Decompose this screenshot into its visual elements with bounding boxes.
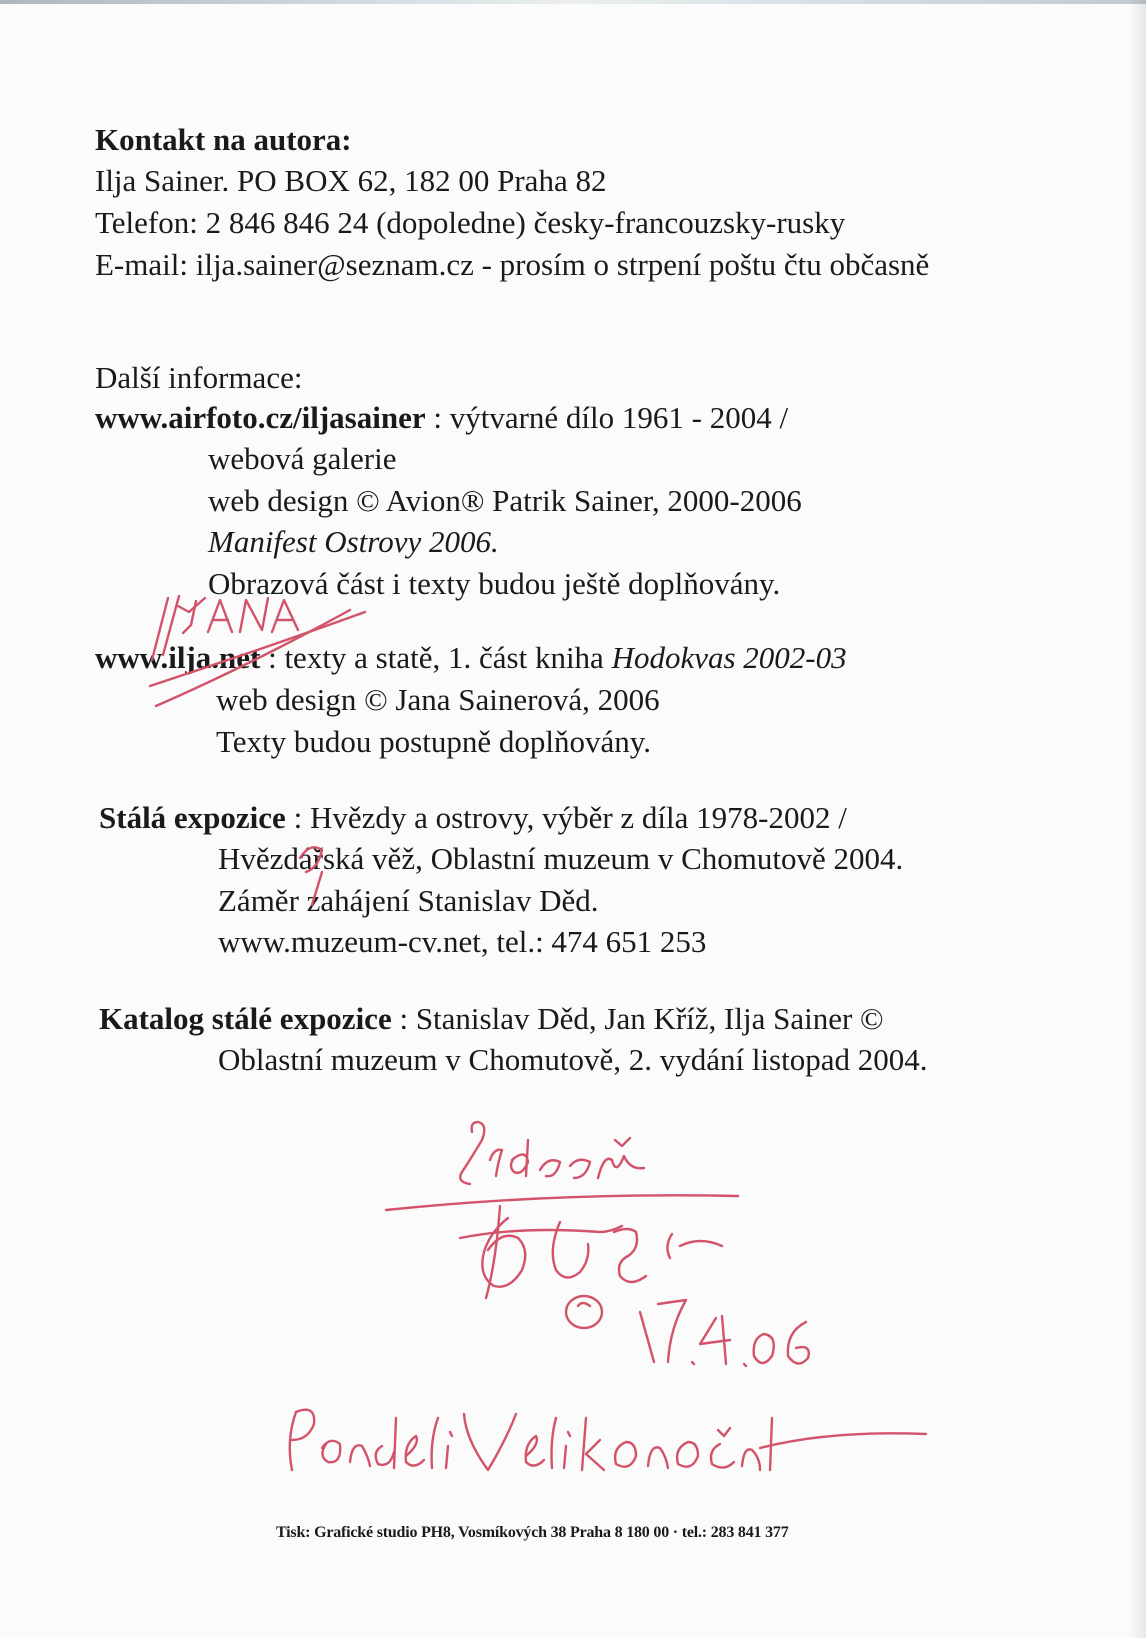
airfoto-desc: : výtvarné dílo 1961 - 2004 / [425, 400, 789, 435]
printer-footer: Tisk: Grafické studio PH8, Vosmíkových 38 Praha 8 180 00 · tel.: 283 841 377 [276, 1524, 789, 1541]
expo-line-location: Hvězdářská věž, Oblastní muzeum v Chomutově 2004. [218, 841, 904, 876]
expo-desc: : Hvězdy a ostrovy, výběr z díla 1978-2002 / [285, 800, 847, 835]
airfoto-url[interactable]: www.airfoto.cz/iljasainer [95, 400, 426, 435]
handwritten-greeting [386, 1122, 738, 1210]
airfoto-entry [95, 400, 788, 436]
catalog-entry [99, 1001, 884, 1037]
handwritten-date [640, 1300, 809, 1366]
catalog-desc: : Stanislav Děd, Jan Kříž, Ilja Sainer © [391, 1001, 884, 1036]
ilja-book-title: Hodokvas 2002-03 [611, 640, 847, 675]
catalog-label: Katalog stálé expozice [99, 1001, 392, 1036]
contact-address: Ilja Sainer. PO BOX 62, 182 00 Praha 82 [95, 163, 607, 198]
scan-right-edge [1128, 0, 1146, 1638]
info-heading: Další informace: [95, 360, 303, 395]
expo-line-web: www.muzeum-cv.net, tel.: 474 651 253 [218, 924, 707, 959]
catalog-line-publisher: Oblastní muzeum v Chomutově, 2. vydání listopad 2004. [218, 1042, 928, 1077]
ilja-desc: : texty a statě, 1. část kniha [260, 640, 612, 675]
airfoto-line-manifest: Manifest Ostrovy 2006. [208, 524, 499, 559]
expo-label: Stálá expozice [99, 800, 286, 835]
handwritten-note [290, 1410, 926, 1470]
ilja-line-note: Texty budou postupně doplňovány. [216, 724, 651, 759]
contact-email: E-mail: ilja.sainer@seznam.cz - prosím o strpení poštu čtu občasně [95, 247, 930, 282]
airfoto-line-design: web design © Avion® Patrik Sainer, 2000-2006 [208, 483, 802, 518]
ilja-entry [95, 640, 847, 676]
expo-entry [99, 800, 847, 836]
contact-heading: Kontakt na autora: [95, 122, 352, 157]
ilja-url[interactable]: www.ilja.net [95, 640, 261, 675]
handwritten-signature [460, 1206, 722, 1328]
ilja-line-design: web design © Jana Sainerová, 2006 [216, 682, 660, 717]
expo-line-intent: Záměr zahájení Stanislav Děd. [218, 883, 599, 918]
airfoto-line-gallery: webová galerie [208, 441, 397, 476]
scan-top-edge [0, 0, 1146, 4]
contact-phone: Telefon: 2 846 846 24 (dopoledne) česky-francouzsky-rusky [95, 205, 846, 240]
airfoto-line-note: Obrazová část i texty budou ještě doplňovány. [208, 566, 781, 601]
